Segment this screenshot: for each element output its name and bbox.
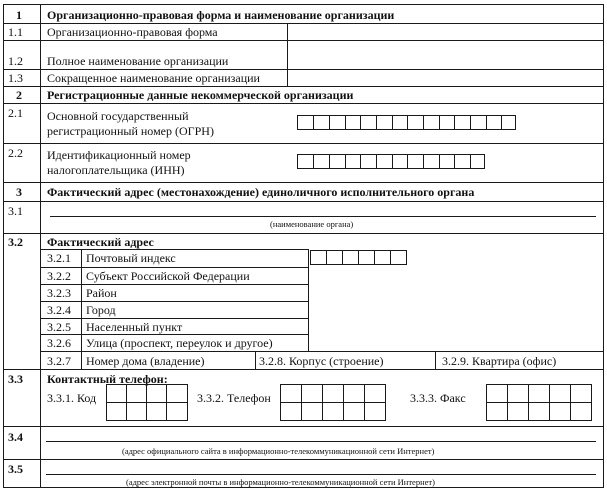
row-number: 3.4 bbox=[8, 430, 23, 444]
frame-bottom bbox=[3, 487, 604, 488]
row-number: 2 bbox=[16, 88, 22, 102]
row-line bbox=[3, 426, 604, 427]
organ-name-caption: (наименование органа) bbox=[270, 219, 354, 229]
subrow-number: 3.2.2 bbox=[47, 269, 71, 283]
legal-form-input[interactable] bbox=[288, 24, 603, 40]
row-line bbox=[3, 86, 604, 87]
subnumber-column-line bbox=[81, 249, 82, 369]
full-name-input[interactable] bbox=[288, 41, 603, 69]
frame-left bbox=[3, 4, 4, 488]
row-line bbox=[3, 369, 604, 370]
subrow-number: 3.2.1 bbox=[47, 251, 71, 265]
row-line bbox=[3, 143, 604, 144]
field-label: 3.3.3. Факс bbox=[410, 391, 466, 405]
row-number: 1 bbox=[16, 8, 22, 22]
city-input[interactable] bbox=[309, 302, 603, 318]
field-label: Город bbox=[86, 303, 116, 317]
subrow-number: 3.2.4 bbox=[47, 303, 71, 317]
field-label: Основной государственный bbox=[47, 109, 189, 123]
field-label: Субъект Российской Федерации bbox=[86, 269, 250, 283]
field-label: Улица (проспект, переулок и другое) bbox=[86, 336, 273, 350]
row-line bbox=[40, 351, 604, 352]
phone-number-grid[interactable] bbox=[280, 384, 386, 421]
locality-input[interactable] bbox=[309, 319, 603, 334]
field-label: налогоплательщика (ИНН) bbox=[47, 163, 185, 177]
row-number: 1.3 bbox=[8, 71, 23, 85]
row-number: 3.3 bbox=[8, 372, 23, 386]
flat-divider bbox=[435, 351, 436, 369]
row-number: 2.2 bbox=[8, 146, 23, 160]
subrow-number: 3.2.6 bbox=[47, 336, 71, 350]
inn-input[interactable] bbox=[297, 154, 485, 169]
row-number: 3.5 bbox=[8, 462, 23, 476]
street-input[interactable] bbox=[309, 335, 603, 351]
corpus-divider bbox=[255, 351, 256, 369]
field-label: 3.3.2. Телефон bbox=[197, 391, 271, 405]
field-label: Сокращенное наименование организации bbox=[47, 71, 260, 85]
subrow-number: 3.2.7 bbox=[47, 354, 71, 368]
row-line bbox=[3, 459, 604, 460]
subrow-number: 3.2.3 bbox=[47, 286, 71, 300]
field-label: Почтовый индекс bbox=[86, 251, 176, 265]
field-label: Полное наименование организации bbox=[47, 54, 229, 68]
email-line bbox=[46, 474, 596, 475]
row-number: 1.1 bbox=[8, 25, 23, 39]
section-title: Контактный телефон: bbox=[47, 372, 168, 386]
frame-top bbox=[3, 4, 604, 5]
frame-right bbox=[603, 4, 604, 488]
row-line bbox=[3, 103, 604, 104]
district-input[interactable] bbox=[309, 285, 603, 301]
fax-number-grid[interactable] bbox=[486, 384, 592, 421]
subrow-number: 3.2.5 bbox=[47, 320, 71, 334]
short-name-input[interactable] bbox=[288, 70, 603, 86]
field-label: Район bbox=[86, 286, 117, 300]
postal-index-input[interactable] bbox=[310, 250, 407, 265]
number-column-line bbox=[40, 233, 41, 369]
row-line bbox=[3, 233, 604, 234]
region-input[interactable] bbox=[309, 268, 603, 284]
field-label: 3.3.1. Код bbox=[47, 391, 97, 405]
website-caption: (адрес официального сайта в информационно-телекоммуникационной сети Интернет) bbox=[122, 446, 435, 456]
number-column-line bbox=[40, 4, 41, 233]
row-line bbox=[3, 201, 604, 202]
phone-code-grid[interactable] bbox=[106, 384, 188, 421]
field-label: регистрационный номер (ОГРН) bbox=[47, 124, 214, 138]
website-input[interactable] bbox=[46, 429, 596, 441]
ogrn-input[interactable] bbox=[297, 115, 516, 130]
field-label: 3.2.9. Квартира (офис) bbox=[442, 354, 557, 368]
row-number: 1.2 bbox=[8, 54, 23, 68]
row-number: 3.1 bbox=[8, 204, 23, 218]
section-title: Регистрационные данные некоммерческой организации bbox=[47, 88, 354, 102]
row-number: 3.2 bbox=[8, 235, 23, 249]
row-number: 3 bbox=[16, 185, 22, 199]
row-number: 2.1 bbox=[8, 106, 23, 120]
email-input[interactable] bbox=[46, 462, 596, 474]
website-line bbox=[46, 441, 596, 442]
field-label: 3.2.8. Корпус (строение) bbox=[259, 354, 384, 368]
number-column-line bbox=[40, 369, 41, 488]
section-title: Организационно-правовая форма и наименование организации bbox=[47, 8, 395, 22]
field-label: Организационно-правовая форма bbox=[47, 25, 218, 39]
organ-name-line bbox=[50, 216, 596, 217]
section-title: Фактический адрес bbox=[47, 235, 154, 249]
section-title: Фактический адрес (местонахождение) единоличного исполнительного органа bbox=[47, 185, 475, 199]
email-caption: (адрес электронной почты в информационно-телекоммуникационной сети Интернет) bbox=[126, 477, 435, 487]
row-line bbox=[3, 182, 604, 183]
field-label: Идентификационный номер bbox=[47, 148, 191, 162]
field-label: Номер дома (владение) bbox=[86, 354, 205, 368]
field-label: Населенный пункт bbox=[86, 320, 183, 334]
